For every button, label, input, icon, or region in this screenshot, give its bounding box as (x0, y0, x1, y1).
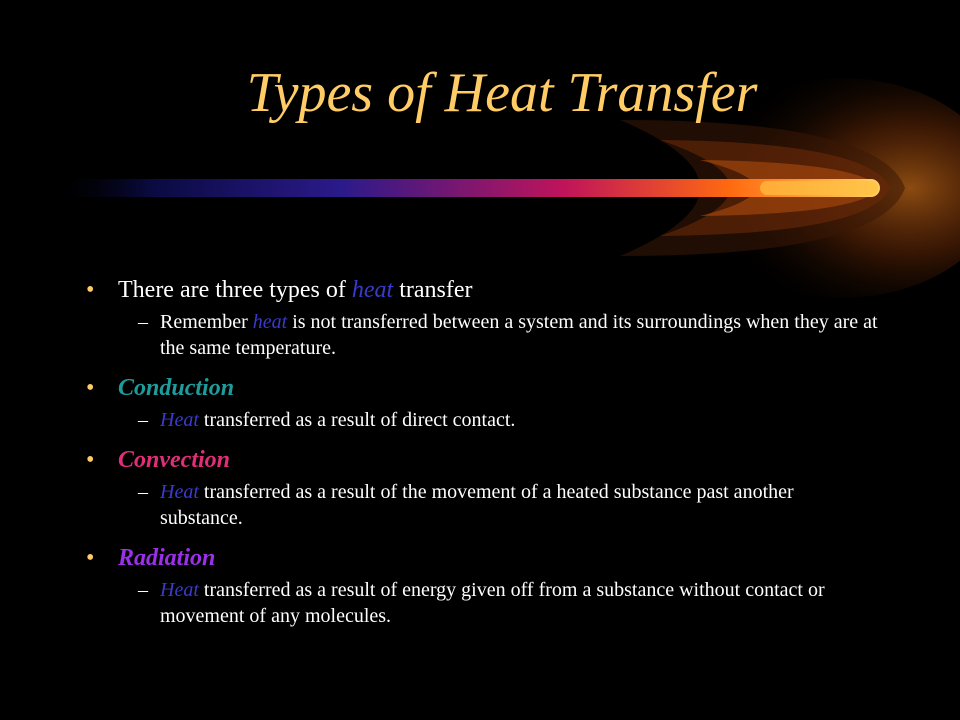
sub-bullet-radiation (80, 577, 880, 629)
bullet-dot: • (86, 447, 95, 473)
bullet-intro-text-post: transfer (393, 277, 473, 303)
bullet-list (80, 275, 880, 641)
radiation-detail: transferred as a result of energy given off from a substance without contact or movement of any molecules. (160, 579, 825, 627)
bullet-conduction (80, 373, 880, 403)
conduction-detail: transferred as a result of direct contact. (198, 409, 516, 431)
sub-bullet-intro (80, 309, 880, 361)
heat-term: heat (252, 311, 288, 333)
bullet-convection (80, 445, 880, 475)
bullet-intro (80, 275, 880, 305)
heat-term: heat (351, 277, 394, 303)
sub-bullet-convection (80, 479, 880, 531)
heat-term: Heat (160, 579, 199, 601)
conduction-heading: Conduction (118, 375, 235, 401)
bullet-dot: • (86, 277, 95, 303)
sub-bullet-dash: – (138, 579, 148, 601)
sub-intro-text-pre: Remember (160, 311, 253, 333)
sub-bullet-conduction (80, 407, 880, 433)
radiation-heading: Radiation (118, 545, 216, 571)
sub-bullet-dash: – (138, 311, 148, 333)
sub-bullet-dash: – (138, 409, 148, 431)
sub-intro-text-post: is not transferred between a system and its surroundings when they are at the same temperature. (160, 311, 878, 359)
sub-bullet-dash: – (138, 481, 148, 503)
slide-title: Types of Heat Transfer (246, 62, 758, 124)
heat-term: Heat (160, 481, 199, 503)
bullet-radiation (80, 543, 880, 573)
convection-detail: transferred as a result of the movement of a heated substance past another substance. (160, 481, 794, 529)
bullet-dot: • (86, 545, 95, 571)
heat-term: Heat (160, 409, 199, 431)
bullet-dot: • (86, 375, 95, 401)
convection-heading: Convection (118, 447, 230, 473)
bullet-intro-text-pre: There are three types of (118, 277, 352, 303)
